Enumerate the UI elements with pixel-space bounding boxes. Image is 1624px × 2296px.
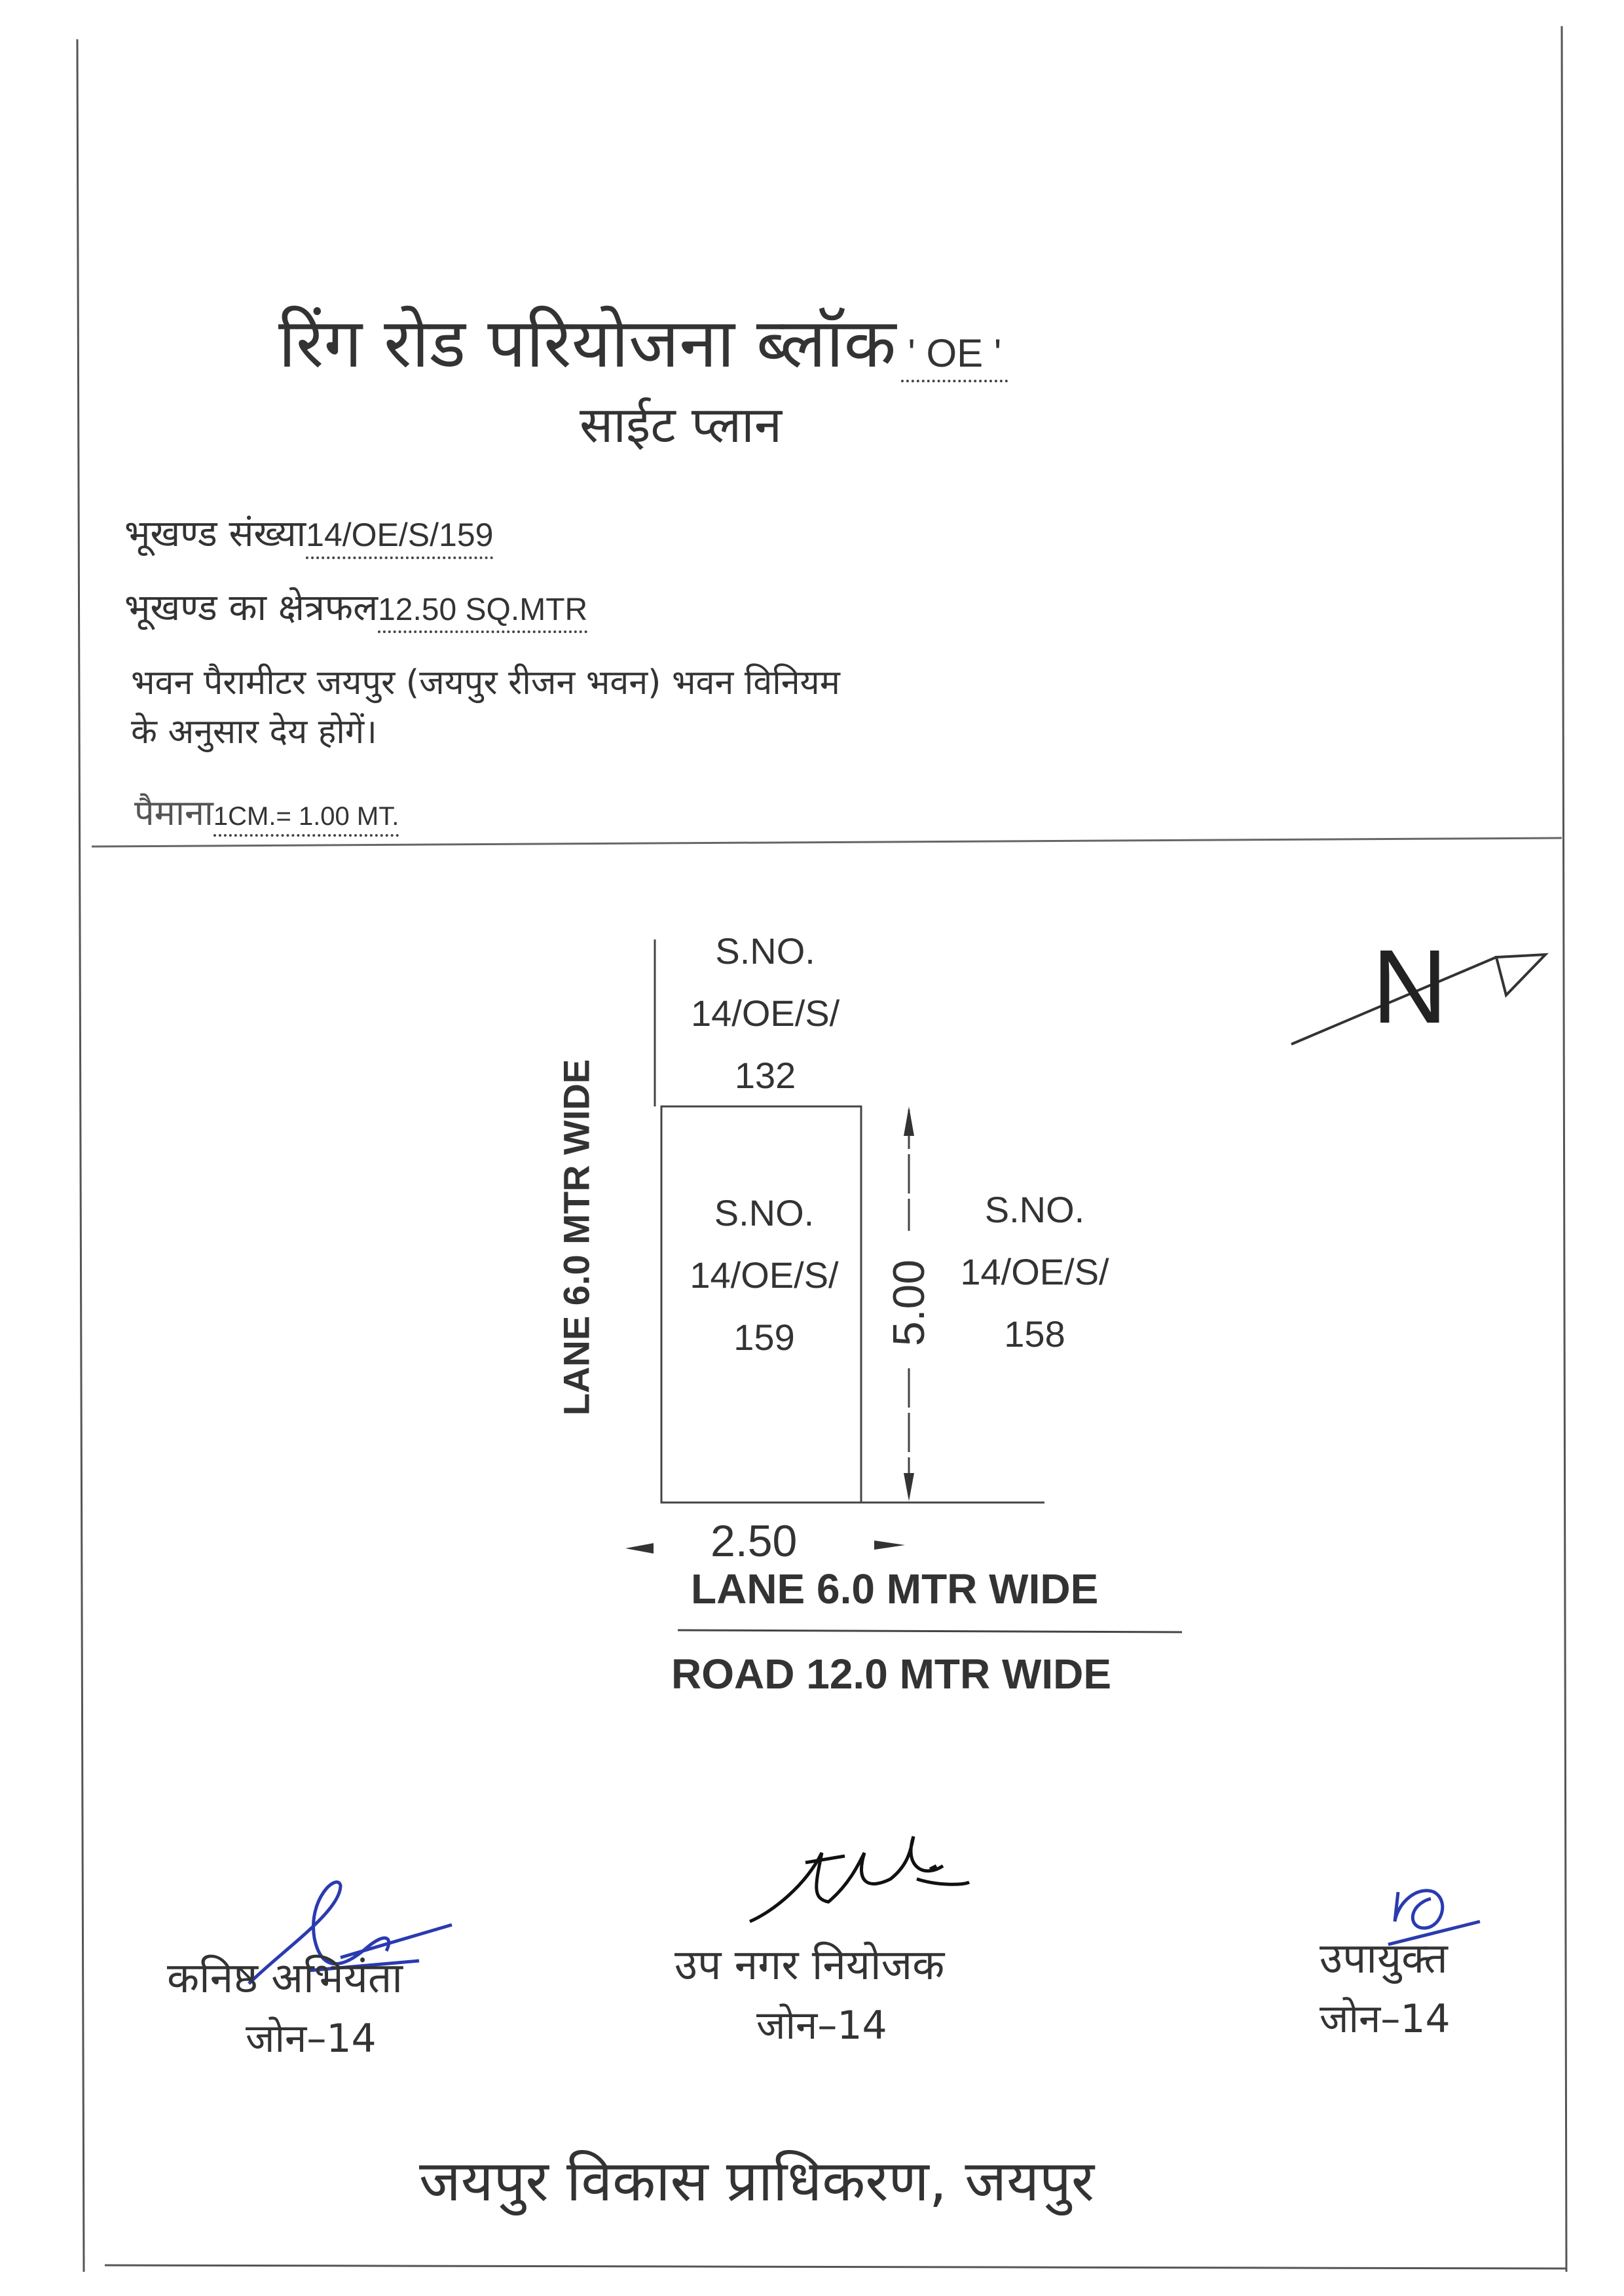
plot-132-label	[691, 920, 840, 1106]
deputy-commissioner-title: उपायुक्त	[1320, 1935, 1448, 1983]
depth-arrowhead-down	[904, 1473, 914, 1501]
plot-number-row	[124, 507, 493, 559]
title-prefix: रिंग रोड परियोजना ब्लॉक	[278, 303, 896, 383]
plot-158-line1: S.NO.	[984, 1189, 1085, 1230]
plot-area-label: भूखण्ड का क्षेत्रफल	[124, 587, 378, 629]
plot-number-value: 14/OE/S/159	[306, 516, 493, 559]
plot-number-label: भूखण्ड संख्या	[124, 513, 306, 555]
building-parameter-line-1: भवन पैरामीटर जयपुर (जयपुर रीजन भवन) भवन विनियम	[131, 663, 840, 702]
plot-132-line1: S.NO.	[715, 930, 815, 972]
plot-132-line2: 14/OE/S/	[691, 993, 840, 1034]
lane-road-separator-line	[678, 1630, 1182, 1632]
north-arrow-head	[1496, 955, 1545, 995]
deputy-commissioner-zone: जोन–14	[1320, 1996, 1450, 2042]
depth-dimension-label: 5.00	[884, 1259, 934, 1347]
plot-159-label	[669, 1182, 859, 1368]
plot-159-line2: 14/OE/S/	[690, 1254, 839, 1296]
depth-arrowhead-up	[904, 1106, 914, 1136]
south-road-label: ROAD 12.0 MTR WIDE	[671, 1650, 1112, 1698]
section-divider-line	[92, 838, 1562, 847]
plot-159-line3: 159	[733, 1317, 795, 1358]
plot-158-line3: 158	[1004, 1313, 1065, 1355]
authority-name: जयपुर विकास प्राधिकरण, जयपुर	[419, 2149, 1095, 2214]
frame-right-line	[1562, 26, 1566, 2272]
junior-engineer-title: कनिष्ठ अभियंता	[167, 1954, 403, 2003]
plot-159-line1: S.NO.	[714, 1192, 815, 1233]
deputy-town-planner-zone: जोन–14	[756, 2003, 887, 2049]
scale-row	[134, 787, 399, 837]
plot-158-label	[943, 1178, 1126, 1365]
north-arrow-label: N	[1372, 928, 1448, 1045]
block-code: ' OE '	[901, 331, 1008, 382]
scale-label: पैमाना	[134, 792, 213, 833]
width-dimension-label: 2.50	[710, 1516, 798, 1566]
deputy-town-planner-signature	[750, 1836, 969, 1922]
junior-engineer-zone: जोन–14	[246, 2016, 377, 2062]
frame-bottom-line	[105, 2265, 1566, 2269]
building-parameter-line-2: के अनुसार देय होगें।	[131, 712, 377, 752]
width-arrowhead-right	[874, 1540, 905, 1550]
plot-132-line3: 132	[734, 1055, 796, 1096]
plot-158-line2: 14/OE/S/	[960, 1251, 1109, 1292]
page-subtitle: साईट प्लान	[580, 395, 783, 454]
west-lane-label: LANE 6.0 MTR WIDE	[555, 1059, 597, 1416]
frame-left-line	[77, 39, 84, 2272]
scale-value: 1CM.= 1.00 MT.	[213, 802, 399, 837]
page-title	[278, 295, 1008, 387]
plot-area-row	[124, 581, 587, 633]
plot-area-value: 12.50 SQ.MTR	[378, 592, 587, 633]
south-lane-label: LANE 6.0 MTR WIDE	[691, 1565, 1099, 1613]
deputy-town-planner-title: उप नगर नियोजक	[674, 1941, 945, 1990]
width-arrowhead-left	[625, 1543, 654, 1554]
